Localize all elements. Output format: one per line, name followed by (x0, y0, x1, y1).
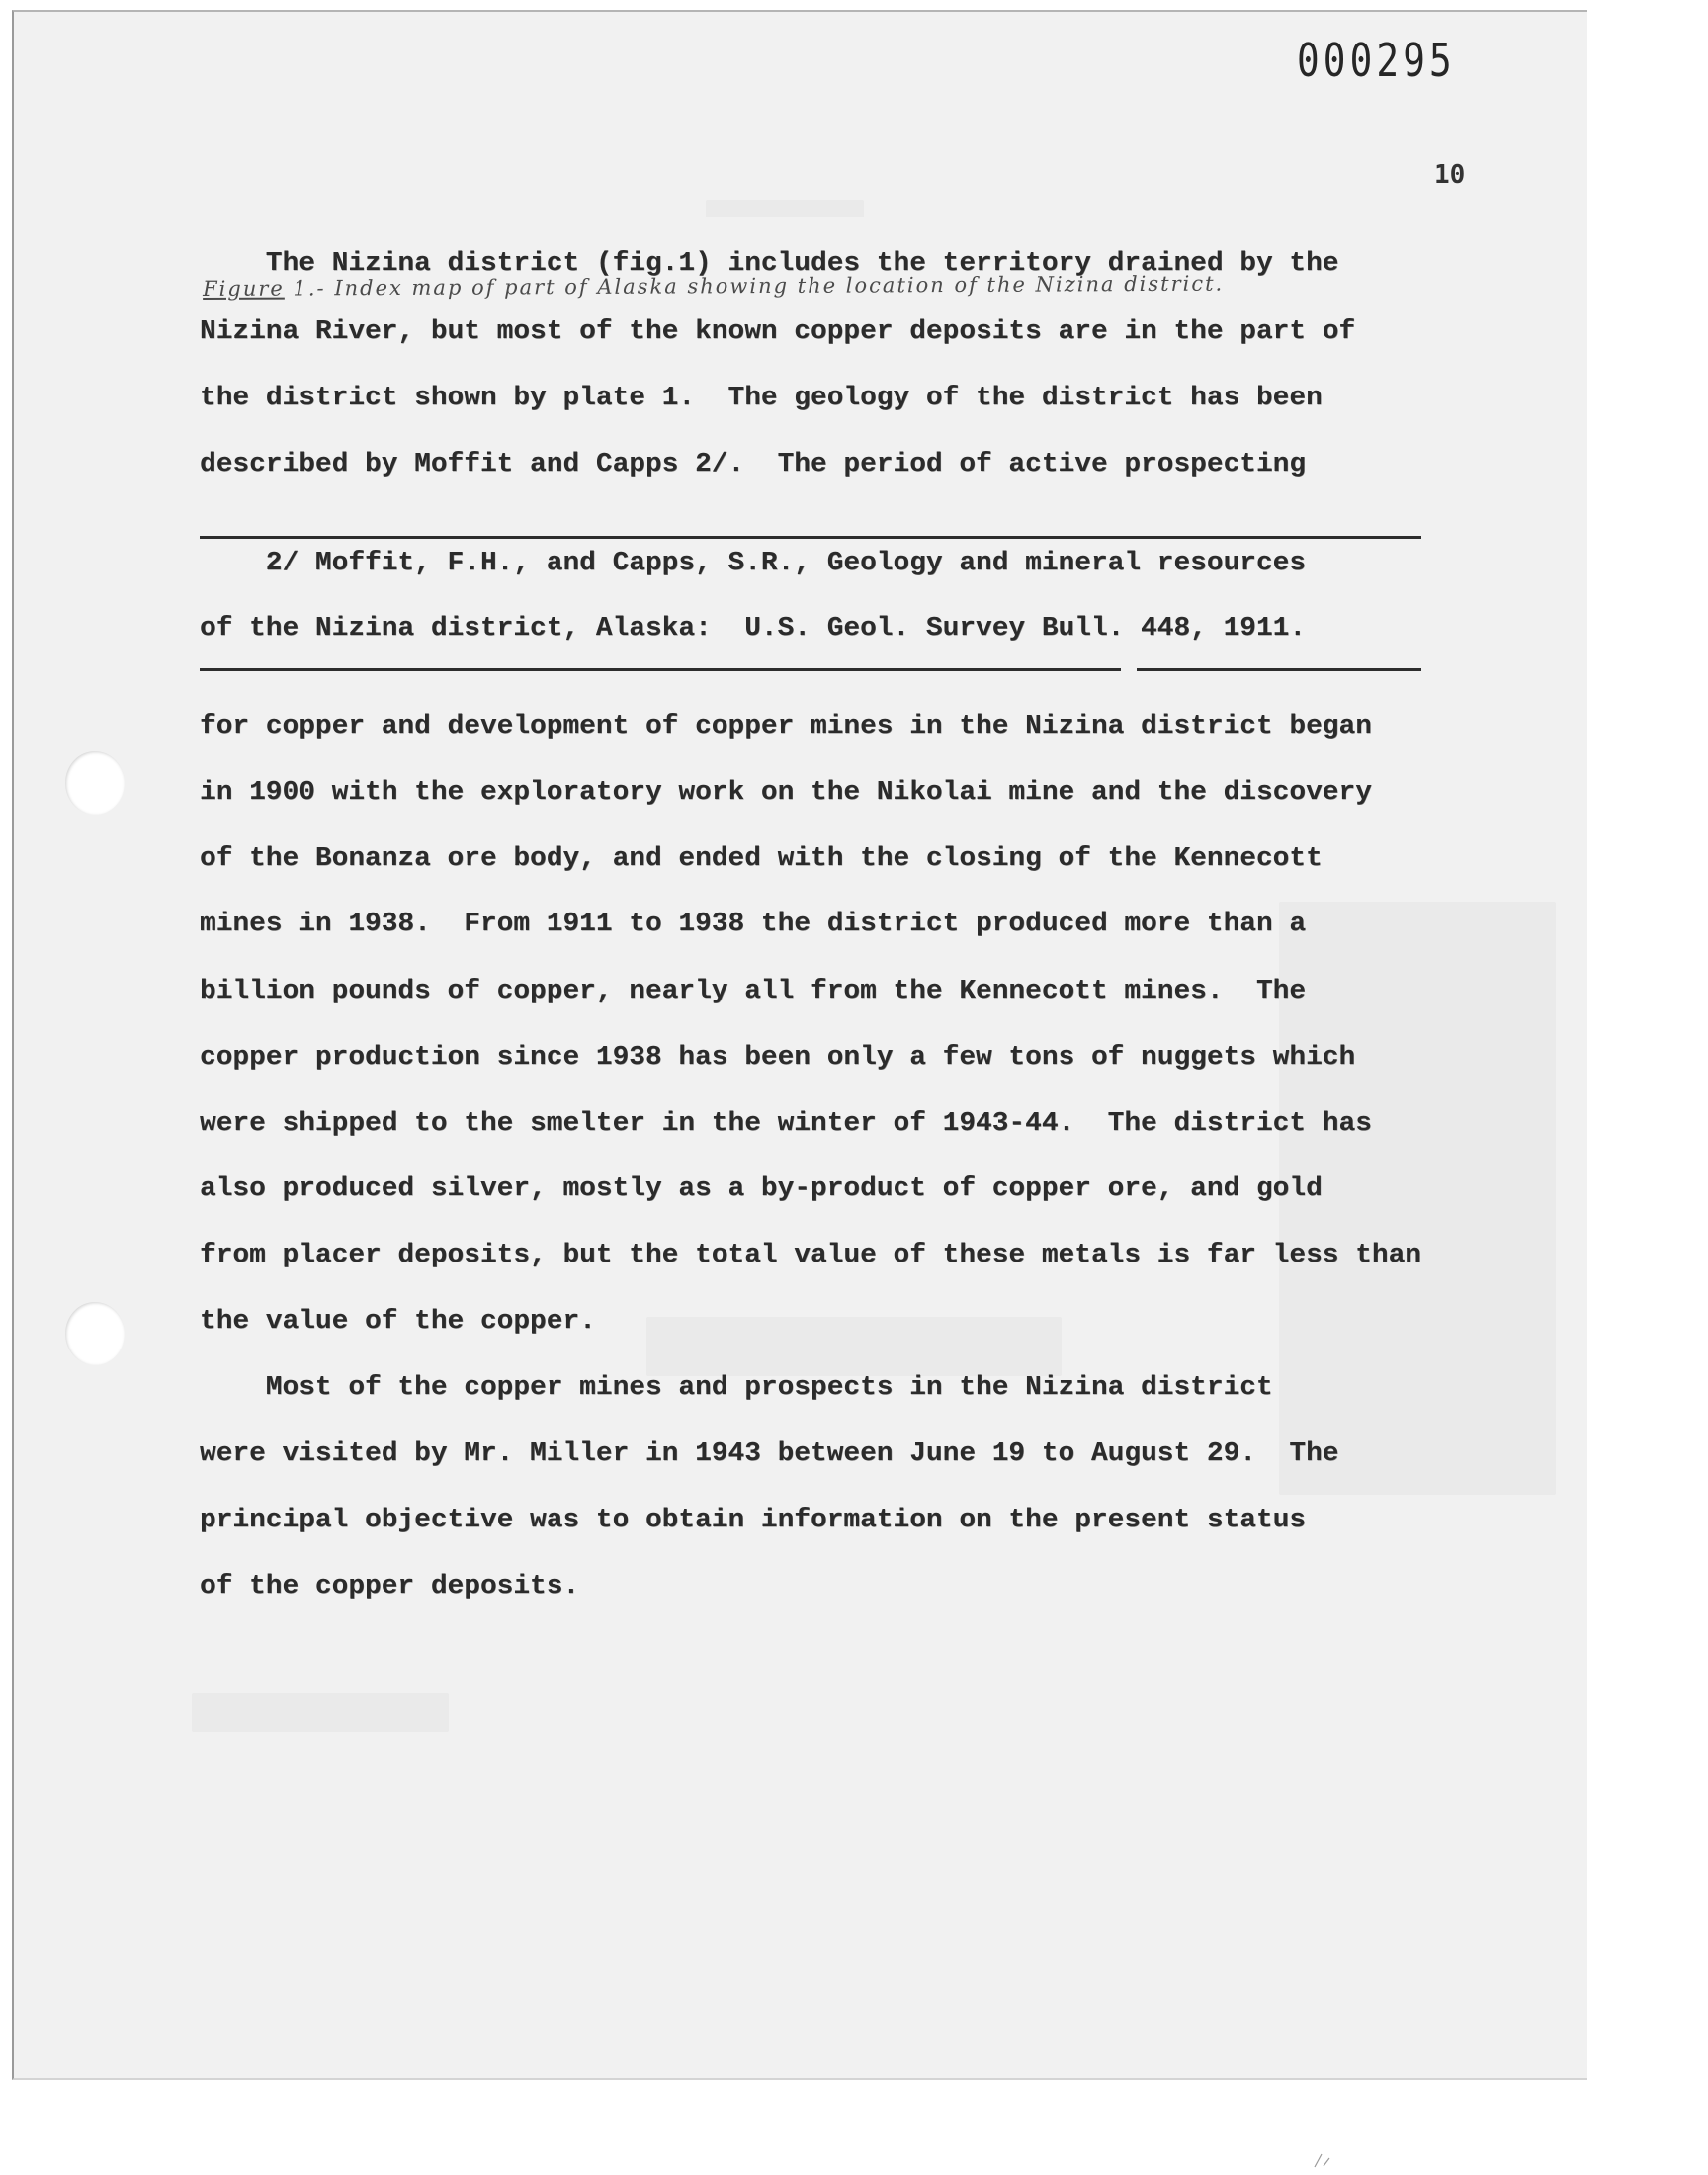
text-line: from placer deposits, but the total value of these metals is far less than (200, 1241, 1422, 1270)
text-line: Nizina River, but most of the known copper deposits are in the part of (200, 317, 1356, 347)
text-line: Most of the copper mines and prospects in the Nizina district (200, 1373, 1273, 1403)
footnote-line: of the Nizina district, Alaska: U.S. Geol. Survey Bull. 448, 1911. (200, 614, 1307, 644)
stray-pencil-mark (1312, 2150, 1333, 2170)
page-number: 10 (1434, 160, 1466, 190)
text-line: The Nizina district (fig.1) includes the territory drained by the (200, 249, 1339, 279)
text-line: in 1900 with the exploratory work on the Nikolai mine and the discovery (200, 778, 1372, 808)
punch-hole-bottom (65, 1302, 125, 1365)
bleed-through-smudge (646, 1317, 1062, 1376)
text-line: the value of the copper. (200, 1307, 596, 1337)
text-line: copper production since 1938 has been only a few tons of nuggets which (200, 1043, 1356, 1073)
handwritten-caption: 1.- Index map of part of Alaska showing the location of the Nizina district. (284, 271, 1225, 301)
footnote-rule-bottom-left (200, 668, 1121, 671)
text-line: also produced silver, mostly as a by-product of copper ore, and gold (200, 1174, 1323, 1204)
handwritten-figure-word: Figure (203, 276, 285, 301)
bleed-through-smudge (706, 200, 864, 218)
text-line: billion pounds of copper, nearly all from the Kennecott mines. The (200, 977, 1307, 1006)
footnote-rule-top (200, 536, 1421, 539)
footnote-rule-bottom-right (1137, 668, 1421, 671)
text-line: principal objective was to obtain information on the present status (200, 1506, 1307, 1535)
text-line: were shipped to the smelter in the winter of 1943-44. The district has (200, 1109, 1372, 1139)
text-line: described by Moffit and Capps 2/. The period of active prospecting (200, 450, 1307, 479)
text-line: for copper and development of copper mines in the Nizina district began (200, 712, 1372, 741)
text-line: of the Bonanza ore body, and ended with the closing of the Kennecott (200, 844, 1323, 874)
text-line: mines in 1938. From 1911 to 1938 the district produced more than a (200, 910, 1307, 939)
text-line: of the copper deposits. (200, 1572, 580, 1602)
bleed-through-smudge (192, 1693, 449, 1732)
text-line: were visited by Mr. Miller in 1943 between June 19 to August 29. The (200, 1439, 1339, 1469)
text-line: the district shown by plate 1. The geology of the district has been (200, 384, 1323, 413)
punch-hole-top (65, 751, 125, 815)
footnote-line: 2/ Moffit, F.H., and Capps, S.R., Geology and mineral resources (200, 549, 1307, 578)
file-number-stamp: 000295 (1297, 34, 1456, 87)
